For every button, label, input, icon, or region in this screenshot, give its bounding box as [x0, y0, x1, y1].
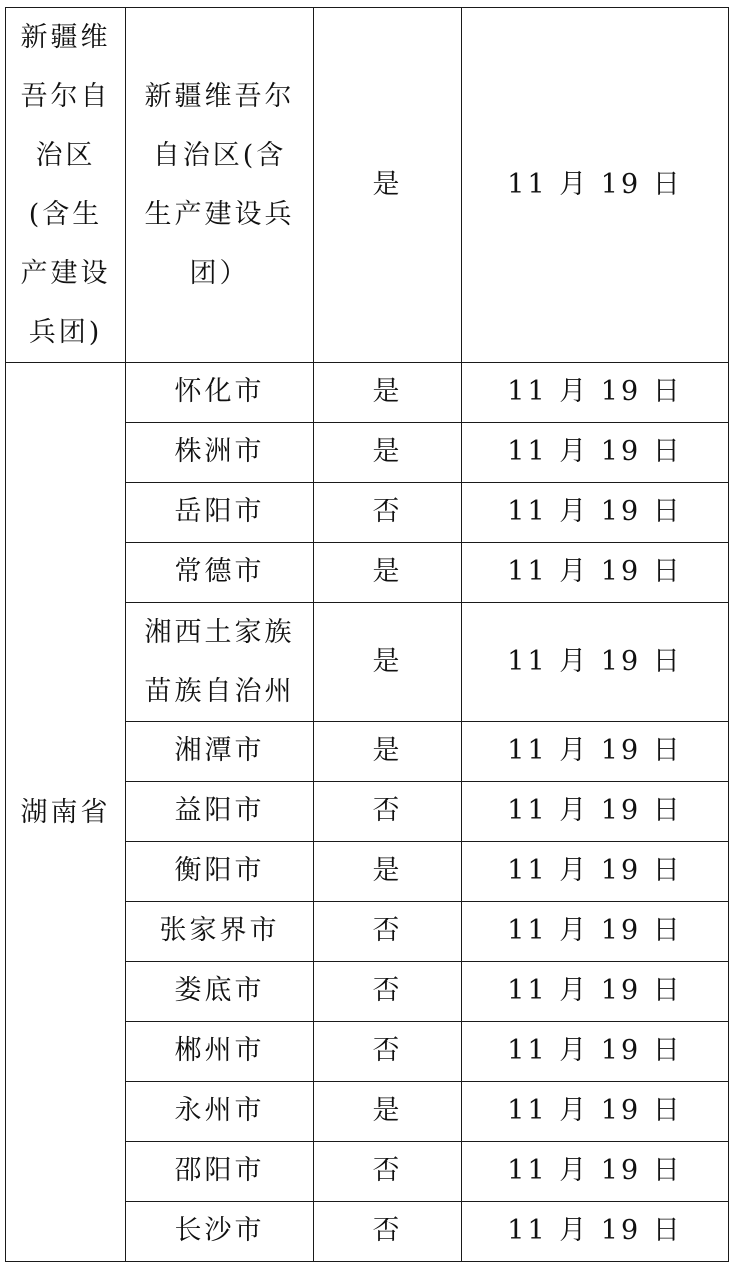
province-cell — [6, 8, 126, 363]
flag-cell — [314, 722, 462, 782]
city-name: 永州市 — [174, 1095, 265, 1127]
flag-value: 是 — [372, 645, 403, 677]
province-name: 湖南省 — [20, 796, 111, 828]
date-cell — [462, 363, 729, 423]
date-value: 11 月 19 日 — [507, 496, 683, 528]
city-name: 张家界市 — [159, 915, 280, 947]
flag-value: 是 — [372, 855, 403, 887]
flag-cell — [314, 962, 462, 1022]
flag-cell — [314, 782, 462, 842]
date-cell — [462, 782, 729, 842]
city-name: 娄底市 — [174, 975, 265, 1007]
city-cell — [126, 1082, 314, 1142]
date-cell — [462, 962, 729, 1022]
flag-value: 是 — [372, 556, 403, 588]
city-cell — [126, 722, 314, 782]
city-cell — [126, 962, 314, 1022]
city-cell — [126, 423, 314, 483]
city-name: 株洲市 — [174, 436, 265, 468]
date-value: 11 月 19 日 — [507, 915, 683, 947]
city-cell — [126, 1142, 314, 1202]
date-cell — [462, 423, 729, 483]
date-value: 11 月 19 日 — [507, 556, 683, 588]
flag-value: 是 — [372, 376, 403, 408]
flag-cell — [314, 902, 462, 962]
city-name: 邵阳市 — [174, 1155, 265, 1187]
date-cell — [462, 1022, 729, 1082]
city-name: 怀化市 — [174, 376, 265, 408]
flag-cell — [314, 1142, 462, 1202]
date-cell — [462, 543, 729, 603]
date-cell — [462, 483, 729, 543]
date-cell — [462, 1082, 729, 1142]
flag-cell — [314, 1022, 462, 1082]
city-name: 衡阳市 — [174, 855, 265, 887]
date-cell — [462, 8, 729, 363]
city-cell — [126, 1022, 314, 1082]
city-cell — [126, 483, 314, 543]
flag-value: 否 — [372, 1035, 403, 1067]
date-value: 11 月 19 日 — [507, 1215, 683, 1247]
date-value: 11 月 19 日 — [507, 376, 683, 408]
city-cell — [126, 603, 314, 722]
city-name: 郴州市 — [174, 1035, 265, 1067]
province-cell — [6, 363, 126, 1262]
city-name: 常德市 — [174, 556, 265, 588]
city-cell — [126, 8, 314, 363]
city-name: 湘西土家族苗族自治州 — [144, 617, 295, 707]
date-cell — [462, 722, 729, 782]
city-name: 新疆维吾尔自治区(含生产建设兵团） — [144, 81, 295, 289]
flag-cell — [314, 8, 462, 363]
date-value: 11 月 19 日 — [507, 975, 683, 1007]
flag-cell — [314, 1202, 462, 1262]
flag-value: 否 — [372, 1215, 403, 1247]
province-name: 新疆维吾尔自治区(含生产建设兵团) — [20, 22, 111, 348]
city-name: 长沙市 — [174, 1215, 265, 1247]
date-value: 11 月 19 日 — [507, 1035, 683, 1067]
date-cell — [462, 1142, 729, 1202]
date-value: 11 月 19 日 — [507, 1095, 683, 1127]
city-cell — [126, 902, 314, 962]
date-value: 11 月 19 日 — [507, 855, 683, 887]
flag-value: 否 — [372, 795, 403, 827]
table-row — [6, 8, 729, 363]
date-cell — [462, 603, 729, 722]
date-cell — [462, 1202, 729, 1262]
flag-value: 否 — [372, 915, 403, 947]
city-cell — [126, 1202, 314, 1262]
date-cell — [462, 842, 729, 902]
date-value: 11 月 19 日 — [507, 735, 683, 767]
flag-cell — [314, 543, 462, 603]
flag-cell — [314, 483, 462, 543]
flag-cell — [314, 423, 462, 483]
flag-value: 是 — [372, 735, 403, 767]
date-value: 11 月 19 日 — [507, 436, 683, 468]
flag-cell — [314, 603, 462, 722]
flag-cell — [314, 363, 462, 423]
date-value: 11 月 19 日 — [507, 795, 683, 827]
city-cell — [126, 782, 314, 842]
flag-value: 是 — [372, 168, 403, 200]
flag-cell — [314, 1082, 462, 1142]
date-value: 11 月 19 日 — [507, 168, 683, 200]
flag-value: 是 — [372, 1095, 403, 1127]
date-value: 11 月 19 日 — [507, 645, 683, 677]
city-cell — [126, 842, 314, 902]
date-value: 11 月 19 日 — [507, 1155, 683, 1187]
city-cell — [126, 543, 314, 603]
flag-value: 否 — [372, 496, 403, 528]
flag-value: 否 — [372, 975, 403, 1007]
flag-cell — [314, 842, 462, 902]
city-cell — [126, 363, 314, 423]
city-name: 岳阳市 — [174, 496, 265, 528]
city-name: 益阳市 — [174, 795, 265, 827]
city-name: 湘潭市 — [174, 735, 265, 767]
flag-value: 是 — [372, 436, 403, 468]
date-cell — [462, 902, 729, 962]
table-row — [6, 363, 729, 423]
flag-value: 否 — [372, 1155, 403, 1187]
region-status-table — [5, 7, 729, 1262]
